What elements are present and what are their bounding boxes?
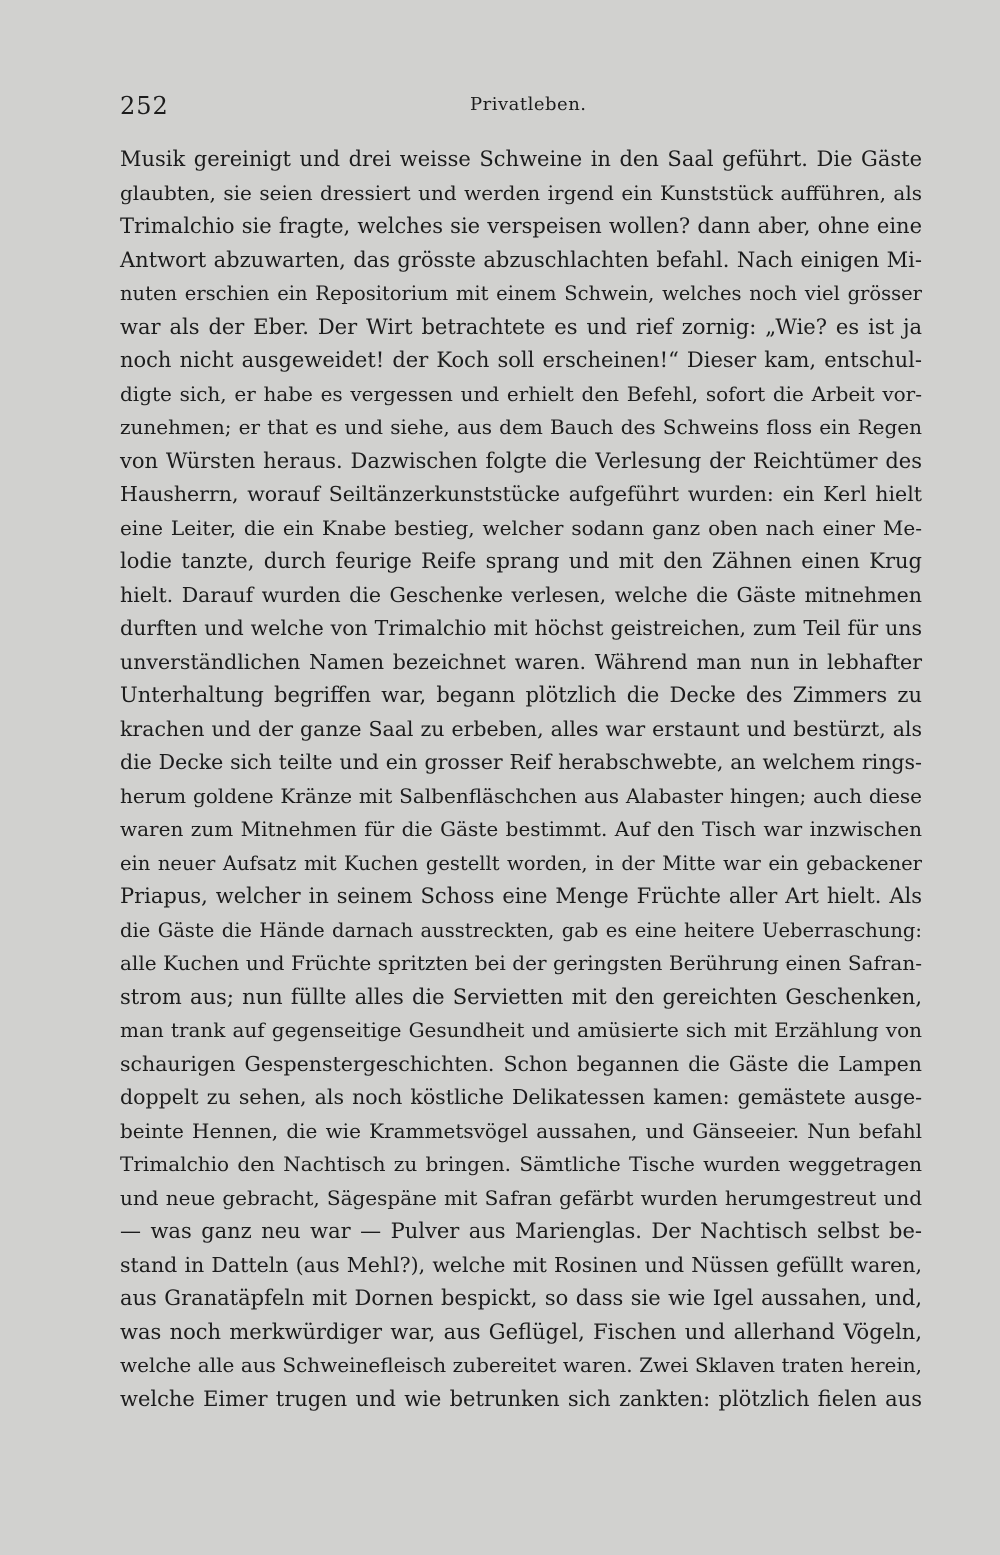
text-line: die Decke sich teilte und ein grosser Reif herabschwebte, an welchem rings- <box>120 750 922 774</box>
text-line: von Würsten heraus. Dazwischen folgte die Verlesung der Reichtümer des <box>120 448 922 473</box>
text-line: waren zum Mitnehmen für die Gäste bestimmt. Auf den Tisch war inzwischen <box>120 817 922 841</box>
text-line: krachen und der ganze Saal zu erbeben, alles war erstaunt und bestürzt, als <box>120 716 922 741</box>
text-line: glaubten, sie seien dressiert und werden irgend ein Kunststück aufführen, als <box>120 180 922 205</box>
text-line: Trimalchio sie fragte, welches sie verspeisen wollen? dann aber, ohne eine <box>120 214 922 238</box>
text-line: Unterhaltung begriffen war, begann plötzlich die Decke des Zimmers zu <box>120 683 922 707</box>
text-line: noch nicht ausgeweidet! der Koch soll erscheinen!“ Dieser kam, entschul- <box>120 348 922 372</box>
text-line: Priapus, welcher in seinem Schoss eine Menge Früchte aller Art hielt. Als <box>120 884 922 908</box>
text-line: beinte Hennen, die wie Krammetsvögel aussahen, und Gänseeier. Nun befahl <box>120 1118 922 1143</box>
text-line: man trank auf gegenseitige Gesundheit und amüsierte sich mit Erzählung von <box>120 1018 922 1042</box>
text-line: Antwort abzuwarten, das grösste abzuschlachten befahl. Nach einigen Mi- <box>120 247 922 272</box>
text-line: doppelt zu sehen, als noch köstliche Delikatessen kamen: gemästete ausge- <box>120 1085 922 1109</box>
text-line: lodie tanzte, durch feurige Reife sprang und mit den Zähnen einen Krug <box>120 549 922 573</box>
text-line: zunehmen; er that es und siehe, aus dem Bauch des Schweins floss ein Regen <box>120 415 922 439</box>
page-number: 252 <box>120 92 169 120</box>
text-line: eine Leiter, die ein Knabe bestieg, welcher sodann ganz oben nach einer Me- <box>120 515 922 540</box>
text-line: Musik gereinigt und drei weisse Schweine in den Saal geführt. Die Gäste <box>120 147 922 171</box>
text-line: herum goldene Kränze mit Salbenfläschchen aus Alabaster hingen; auch diese <box>120 783 922 808</box>
text-line: aus Granatäpfeln mit Dornen bespickt, so dass sie wie Igel aussahen, und, <box>120 1286 922 1310</box>
text-line: welche alle aus Schweinefleisch zubereitet waren. Zwei Sklaven traten herein, <box>120 1353 922 1377</box>
text-line: nuten erschien ein Repositorium mit einem Schwein, welches noch viel grösser <box>120 282 922 305</box>
text-line: und neue gebracht, Sägespäne mit Safran gefärbt wurden herumgestreut und <box>120 1185 922 1210</box>
body-text <box>120 143 922 1416</box>
text-line: unverständlichen Namen bezeichnet waren. Während man nun in lebhafter <box>120 649 922 674</box>
text-line: welche Eimer trugen und wie betrunken sich zankten: plötzlich fielen aus <box>120 1386 922 1411</box>
text-line: — was ganz neu war — Pulver aus Marienglas. Der Nachtisch selbst be- <box>120 1219 922 1243</box>
text-line: was noch merkwürdiger war, aus Geflügel, Fischen und allerhand Vögeln, <box>120 1319 922 1344</box>
text-line: Trimalchio den Nachtisch zu bringen. Sämtliche Tische wurden weggetragen <box>120 1152 922 1176</box>
text-line: hielt. Darauf wurden die Geschenke verlesen, welche die Gäste mitnehmen <box>120 582 922 607</box>
text-line: alle Kuchen und Früchte spritzten bei der geringsten Berührung einen Safran- <box>120 951 922 975</box>
text-line: durften und welche von Trimalchio mit höchst geistreichen, zum Teil für uns <box>120 616 922 640</box>
text-line: Hausherrn, worauf Seiltänzerkunststücke aufgeführt wurden: ein Kerl hielt <box>120 482 922 506</box>
text-line: stand in Datteln (aus Mehl?), welche mit Rosinen und Nüssen gefüllt waren, <box>120 1252 922 1277</box>
text-line: strom aus; nun füllte alles die Servietten mit den gereichten Geschenken, <box>120 984 922 1009</box>
page-header <box>120 92 922 126</box>
text-line: schaurigen Gespenstergeschichten. Schon begannen die Gäste die Lampen <box>120 1051 922 1076</box>
text-line: digte sich, er habe es vergessen und erhielt den Befehl, sofort die Arbeit vor- <box>120 381 922 406</box>
running-head: Privatleben. <box>470 94 587 115</box>
text-line: ein neuer Aufsatz mit Kuchen gestellt worden, in der Mitte war ein gebackener <box>120 851 922 875</box>
text-line: war als der Eber. Der Wirt betrachtete es und rief zornig: „Wie? es ist ja <box>120 314 922 339</box>
text-line: die Gäste die Hände darnach ausstreckten, gab es eine heitere Ueberraschung: <box>120 918 922 942</box>
